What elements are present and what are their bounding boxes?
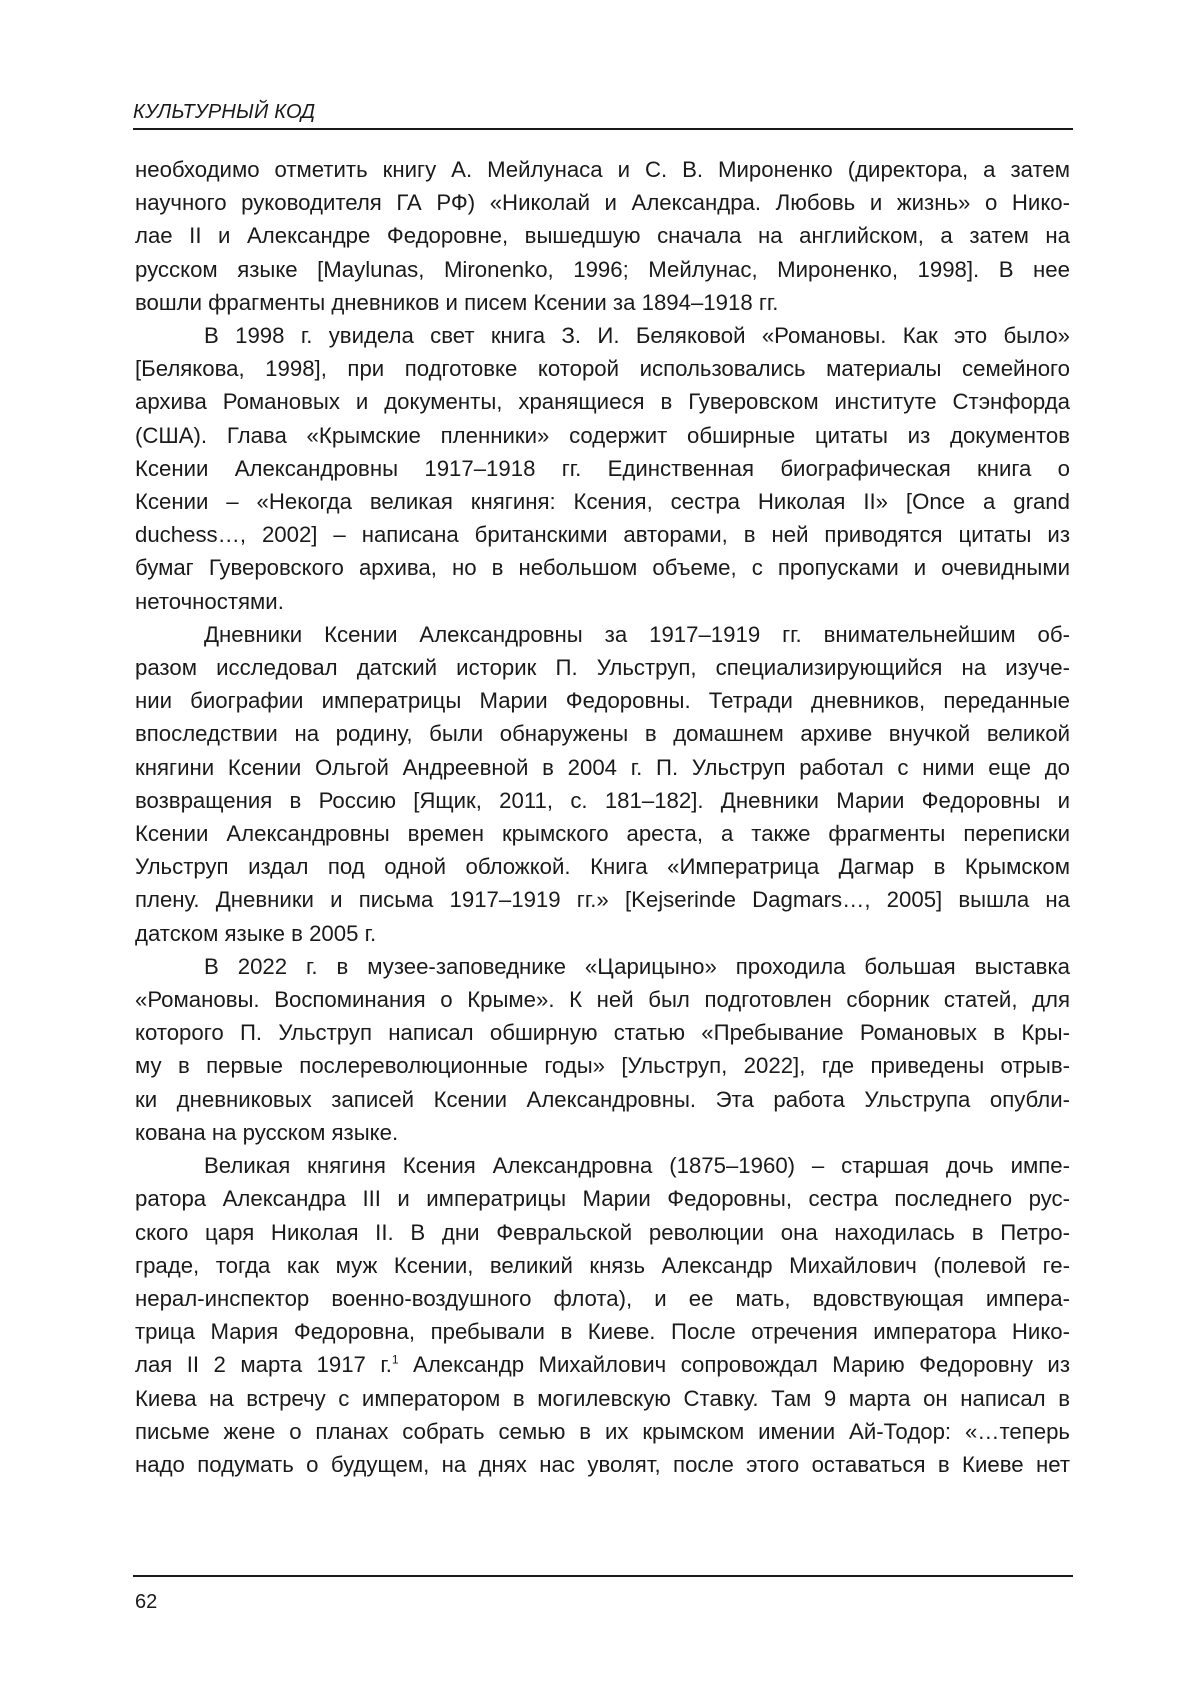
text-line: лае II и Александре Федоровне, вышедшую сначала на английском, а затем на [135,223,1070,249]
text-segment: лая II 2 марта 1917 г. [135,1352,392,1378]
text-line: вошли фрагменты дневников и писем Ксении за 1894–1918 гг. [135,289,779,315]
text-line: Ксении – «Некогда великая княгиня: Ксения, сестра Николая II» [Once a grand [135,489,1070,515]
text-line: [Белякова, 1998], при подготовке которой использовались материалы семейного [135,356,1070,382]
paragraph-2 [135,319,1070,618]
text-line: В 2022 г. в музее-заповеднике «Царицыно» проходила большая выставка [204,953,1070,979]
text-line: возвращения в Россию [Ящик, 2011, с. 181–182]. Дневники Марии Федоровны и [135,787,1070,813]
page-number: 62 [135,1591,158,1613]
paragraph-4 [135,950,1070,1149]
text-line: му в первые послереволюционные годы» [Ульструп, 2022], где приведены отрыв- [135,1053,1070,1079]
text-line: нии биографии императрицы Марии Федоровны. Тетради дневников, переданные [135,688,1070,714]
text-segment: Александр Михайлович сопровождал Марию Федоровну из [398,1352,1070,1378]
text-line-with-footnote [135,1348,1070,1381]
running-head: КУЛЬТУРНЫЙ КОД [133,100,1073,130]
text-line: Киева на встречу с императором в могилевскую Ставку. Там 9 марта он написал в [135,1385,1070,1411]
text-line: ки дневниковых записей Ксении Александровны. Эта работа Ульструпа опубли- [135,1086,1070,1112]
text-line: ратора Александра III и императрицы Марии Федоровны, сестра последнего рус- [135,1186,1070,1212]
text-line: Великая княгиня Ксения Александровна (1875–1960) – старшая дочь импе- [204,1153,1070,1179]
footnote-reference[interactable]: 1 [391,1352,399,1367]
text-line: нерал-инспектор военно-воздушного флота), и ее мать, вдовствующая импера- [135,1285,1070,1311]
text-line: письме жене о планах собрать семью в их крымском имении Ай-Тодор: «…теперь [135,1418,1070,1444]
text-line: Дневники Ксении Александровны за 1917–1919 гг. внимательнейшим об- [204,621,1070,647]
text-line: неточностями. [135,588,284,614]
text-line: ского царя Николая II. В дни Февральской революции она находилась в Петро- [135,1219,1070,1245]
paragraph-3 [135,618,1070,950]
text-line: архива Романовых и документы, хранящиеся в Гуверовском институте Стэнфорда [135,389,1070,415]
text-line: датском языке в 2005 г. [135,920,377,946]
text-line: впоследствии на родину, были обнаружены в домашнем архиве внучкой великой [135,721,1070,747]
body-text [135,153,1070,1481]
text-line: Ксении Александровны 1917–1918 гг. Единственная биографическая книга о [135,455,1070,481]
text-line: бумаг Гуверовского архива, но в небольшом объеме, с пропусками и очевидными [135,555,1070,581]
text-line: плену. Дневники и письма 1917–1919 гг.» [Kejserinde Dagmars…, 2005] вышла на [135,887,1070,913]
paragraph-1 [135,153,1070,319]
text-line: Ульструп издал под одной обложкой. Книга «Императрица Дагмар в Крымском [135,854,1070,880]
text-line: разом исследовал датский историк П. Ульструп, специализирующийся на изуче- [135,655,1070,681]
text-line: duchess…, 2002] – написана британскими авторами, в ней приводятся цитаты из [135,522,1070,548]
text-line: граде, тогда как муж Ксении, великий князь Александр Михайлович (полевой ге- [135,1252,1070,1278]
text-line: кована на русском языке. [135,1119,399,1145]
text-line: которого П. Ульструп написал обширную статью «Пребывание Романовых в Кры- [135,1020,1070,1046]
footer-rule [133,1575,1073,1577]
paragraph-5 [135,1149,1070,1481]
text-line: русском языке [Maylunas, Mironenko, 1996; Мейлунас, Мироненко, 1998]. В нее [135,256,1070,282]
text-line: (США). Глава «Крымские пленники» содержит обширные цитаты из документов [135,422,1070,448]
text-line: надо подумать о будущем, на днях нас уволят, после этого оставаться в Киеве нет [135,1451,1070,1477]
text-line: «Романовы. Воспоминания о Крыме». К ней был подготовлен сборник статей, для [135,987,1070,1013]
text-line: В 1998 г. увидела свет книга З. И. Беляковой «Романовы. Как это было» [204,323,1070,349]
text-line: трица Мария Федоровна, пребывали в Киеве. После отречения императора Нико- [135,1319,1070,1345]
text-line: княгини Ксении Ольгой Андреевной в 2004 г. П. Ульструп работал с ними еще до [135,754,1070,780]
text-line: необходимо отметить книгу А. Мейлунаса и С. В. Мироненко (директора, а затем [135,157,1070,182]
text-line: научного руководителя ГА РФ) «Николай и Александра. Любовь и жизнь» о Нико- [135,190,1070,216]
text-line: Ксении Александровны времен крымского ареста, а также фрагменты переписки [135,821,1070,847]
